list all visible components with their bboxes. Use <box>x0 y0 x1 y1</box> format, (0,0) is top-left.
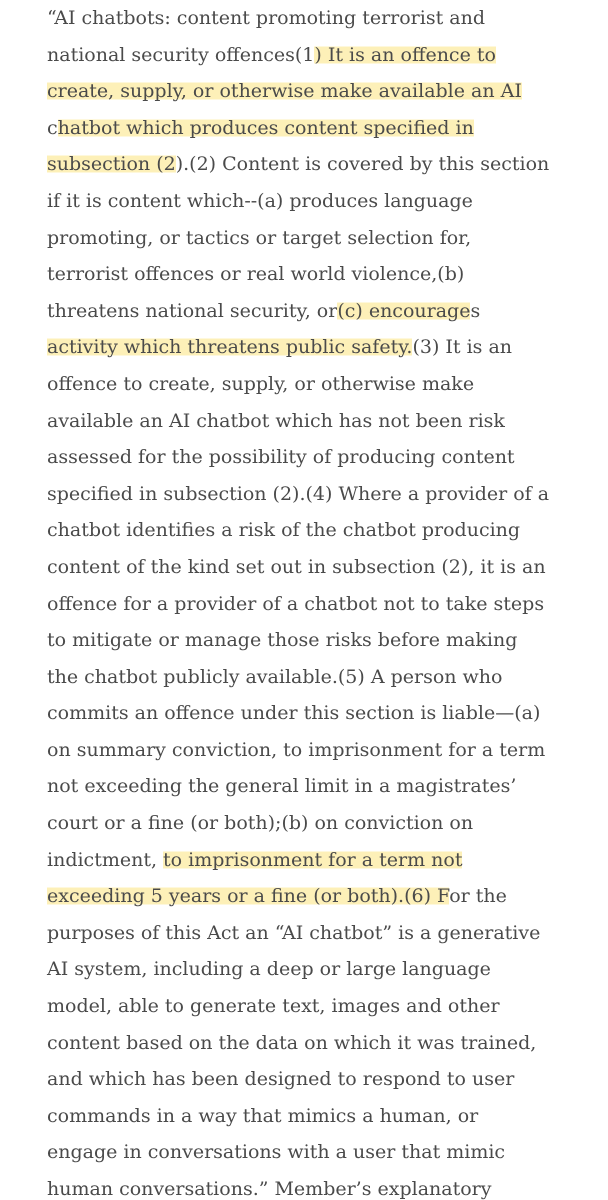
text-line <box>47 988 595 1025</box>
text-segment: content based on the data on which it was trained, <box>47 1031 537 1054</box>
highlighted-text: to imprisonment for a term not <box>163 848 463 871</box>
text-segment: commits an offence under this section is liable—(a) <box>47 702 541 725</box>
text-segment: engage in conversations with a user that mimic <box>47 1141 506 1164</box>
text-segment: ).(2) Content is covered by this section <box>175 153 550 176</box>
text-segment: promoting, or tactics or target selection for, <box>47 226 472 249</box>
highlighted-text: hatbot which produces content specified in <box>57 116 474 139</box>
text-line <box>47 476 595 513</box>
text-segment: to mitigate or manage those risks before making <box>47 629 518 652</box>
text-segment: purposes of this Act an “AI chatbot” is a generative <box>47 921 541 944</box>
text-line <box>47 37 595 74</box>
text-line <box>47 256 595 293</box>
text-segment: on summary conviction, to imprisonment for a term <box>47 738 546 761</box>
text-line <box>47 73 595 110</box>
text-line <box>47 586 595 623</box>
text-segment: (3) It is an <box>412 336 513 359</box>
text-line <box>47 439 595 476</box>
text-segment: offence for a provider of a chatbot not to take steps <box>47 592 545 615</box>
text-line <box>47 915 595 952</box>
text-segment: chatbot identifies a risk of the chatbot producing <box>47 519 521 542</box>
text-line <box>47 549 595 586</box>
text-segment: offence to create, supply, or otherwise make <box>47 372 475 395</box>
text-line <box>47 512 595 549</box>
text-segment: c <box>47 116 58 139</box>
text-segment: indictment, <box>47 848 164 871</box>
highlighted-text: exceeding 5 years or a fine (or both).(6) F <box>47 885 450 908</box>
highlighted-text: activity which threatens public safety. <box>47 336 413 359</box>
text-line <box>47 1098 595 1135</box>
text-segment: if it is content which--(a) produces language <box>47 189 473 212</box>
text-line <box>47 768 595 805</box>
text-line <box>47 329 595 366</box>
text-segment: content of the kind set out in subsection (2), it is an <box>47 555 546 578</box>
text-segment: available an AI chatbot which has not been risk <box>47 409 505 432</box>
text-segment: human conversations.” Member’s explanatory <box>47 1178 492 1200</box>
text-line <box>47 1134 595 1171</box>
bill-text-body <box>47 0 595 1200</box>
text-line <box>47 366 595 403</box>
text-line <box>47 951 595 988</box>
text-segment: assessed for the possibility of producing content <box>47 446 515 469</box>
text-line <box>47 695 595 732</box>
text-line <box>47 183 595 220</box>
text-line <box>47 403 595 440</box>
text-segment: “AI chatbots: content promoting terrorist and <box>47 7 485 29</box>
text-line <box>47 146 595 183</box>
text-segment: not exceeding the general limit in a magistrates’ <box>47 775 517 798</box>
text-segment: or the <box>449 885 507 908</box>
text-line <box>47 805 595 842</box>
text-line <box>47 842 595 879</box>
text-line <box>47 1025 595 1062</box>
text-line <box>47 110 595 147</box>
text-segment: model, able to generate text, images and other <box>47 995 500 1018</box>
text-line <box>47 659 595 696</box>
text-line <box>47 1171 595 1200</box>
highlighted-text: (c) encourage <box>337 299 471 322</box>
highlighted-text: ) It is an offence to <box>314 43 496 66</box>
text-segment: national security offences(1 <box>47 43 315 66</box>
text-segment: commands in a way that mimics a human, or <box>47 1104 479 1127</box>
text-segment: specified in subsection (2).(4) Where a provider of a <box>47 482 550 505</box>
text-line <box>47 878 595 915</box>
text-segment: s <box>470 299 481 322</box>
text-segment: the chatbot publicly available.(5) A person who <box>47 665 503 688</box>
text-line <box>47 732 595 769</box>
text-segment: court or a fine (or both);(b) on conviction on <box>47 812 474 835</box>
text-segment: terrorist offences or real world violence,(b) <box>47 263 465 286</box>
text-segment: threatens national security, or <box>47 299 338 322</box>
text-line <box>47 622 595 659</box>
text-line <box>47 220 595 257</box>
text-line <box>47 0 595 37</box>
highlighted-text: create, supply, or otherwise make available an AI <box>47 80 522 103</box>
text-line <box>47 1061 595 1098</box>
text-segment: AI system, including a deep or large language <box>47 958 491 981</box>
text-line <box>47 293 595 330</box>
highlighted-text: subsection (2 <box>47 153 176 176</box>
text-segment: and which has been designed to respond to user <box>47 1068 515 1091</box>
